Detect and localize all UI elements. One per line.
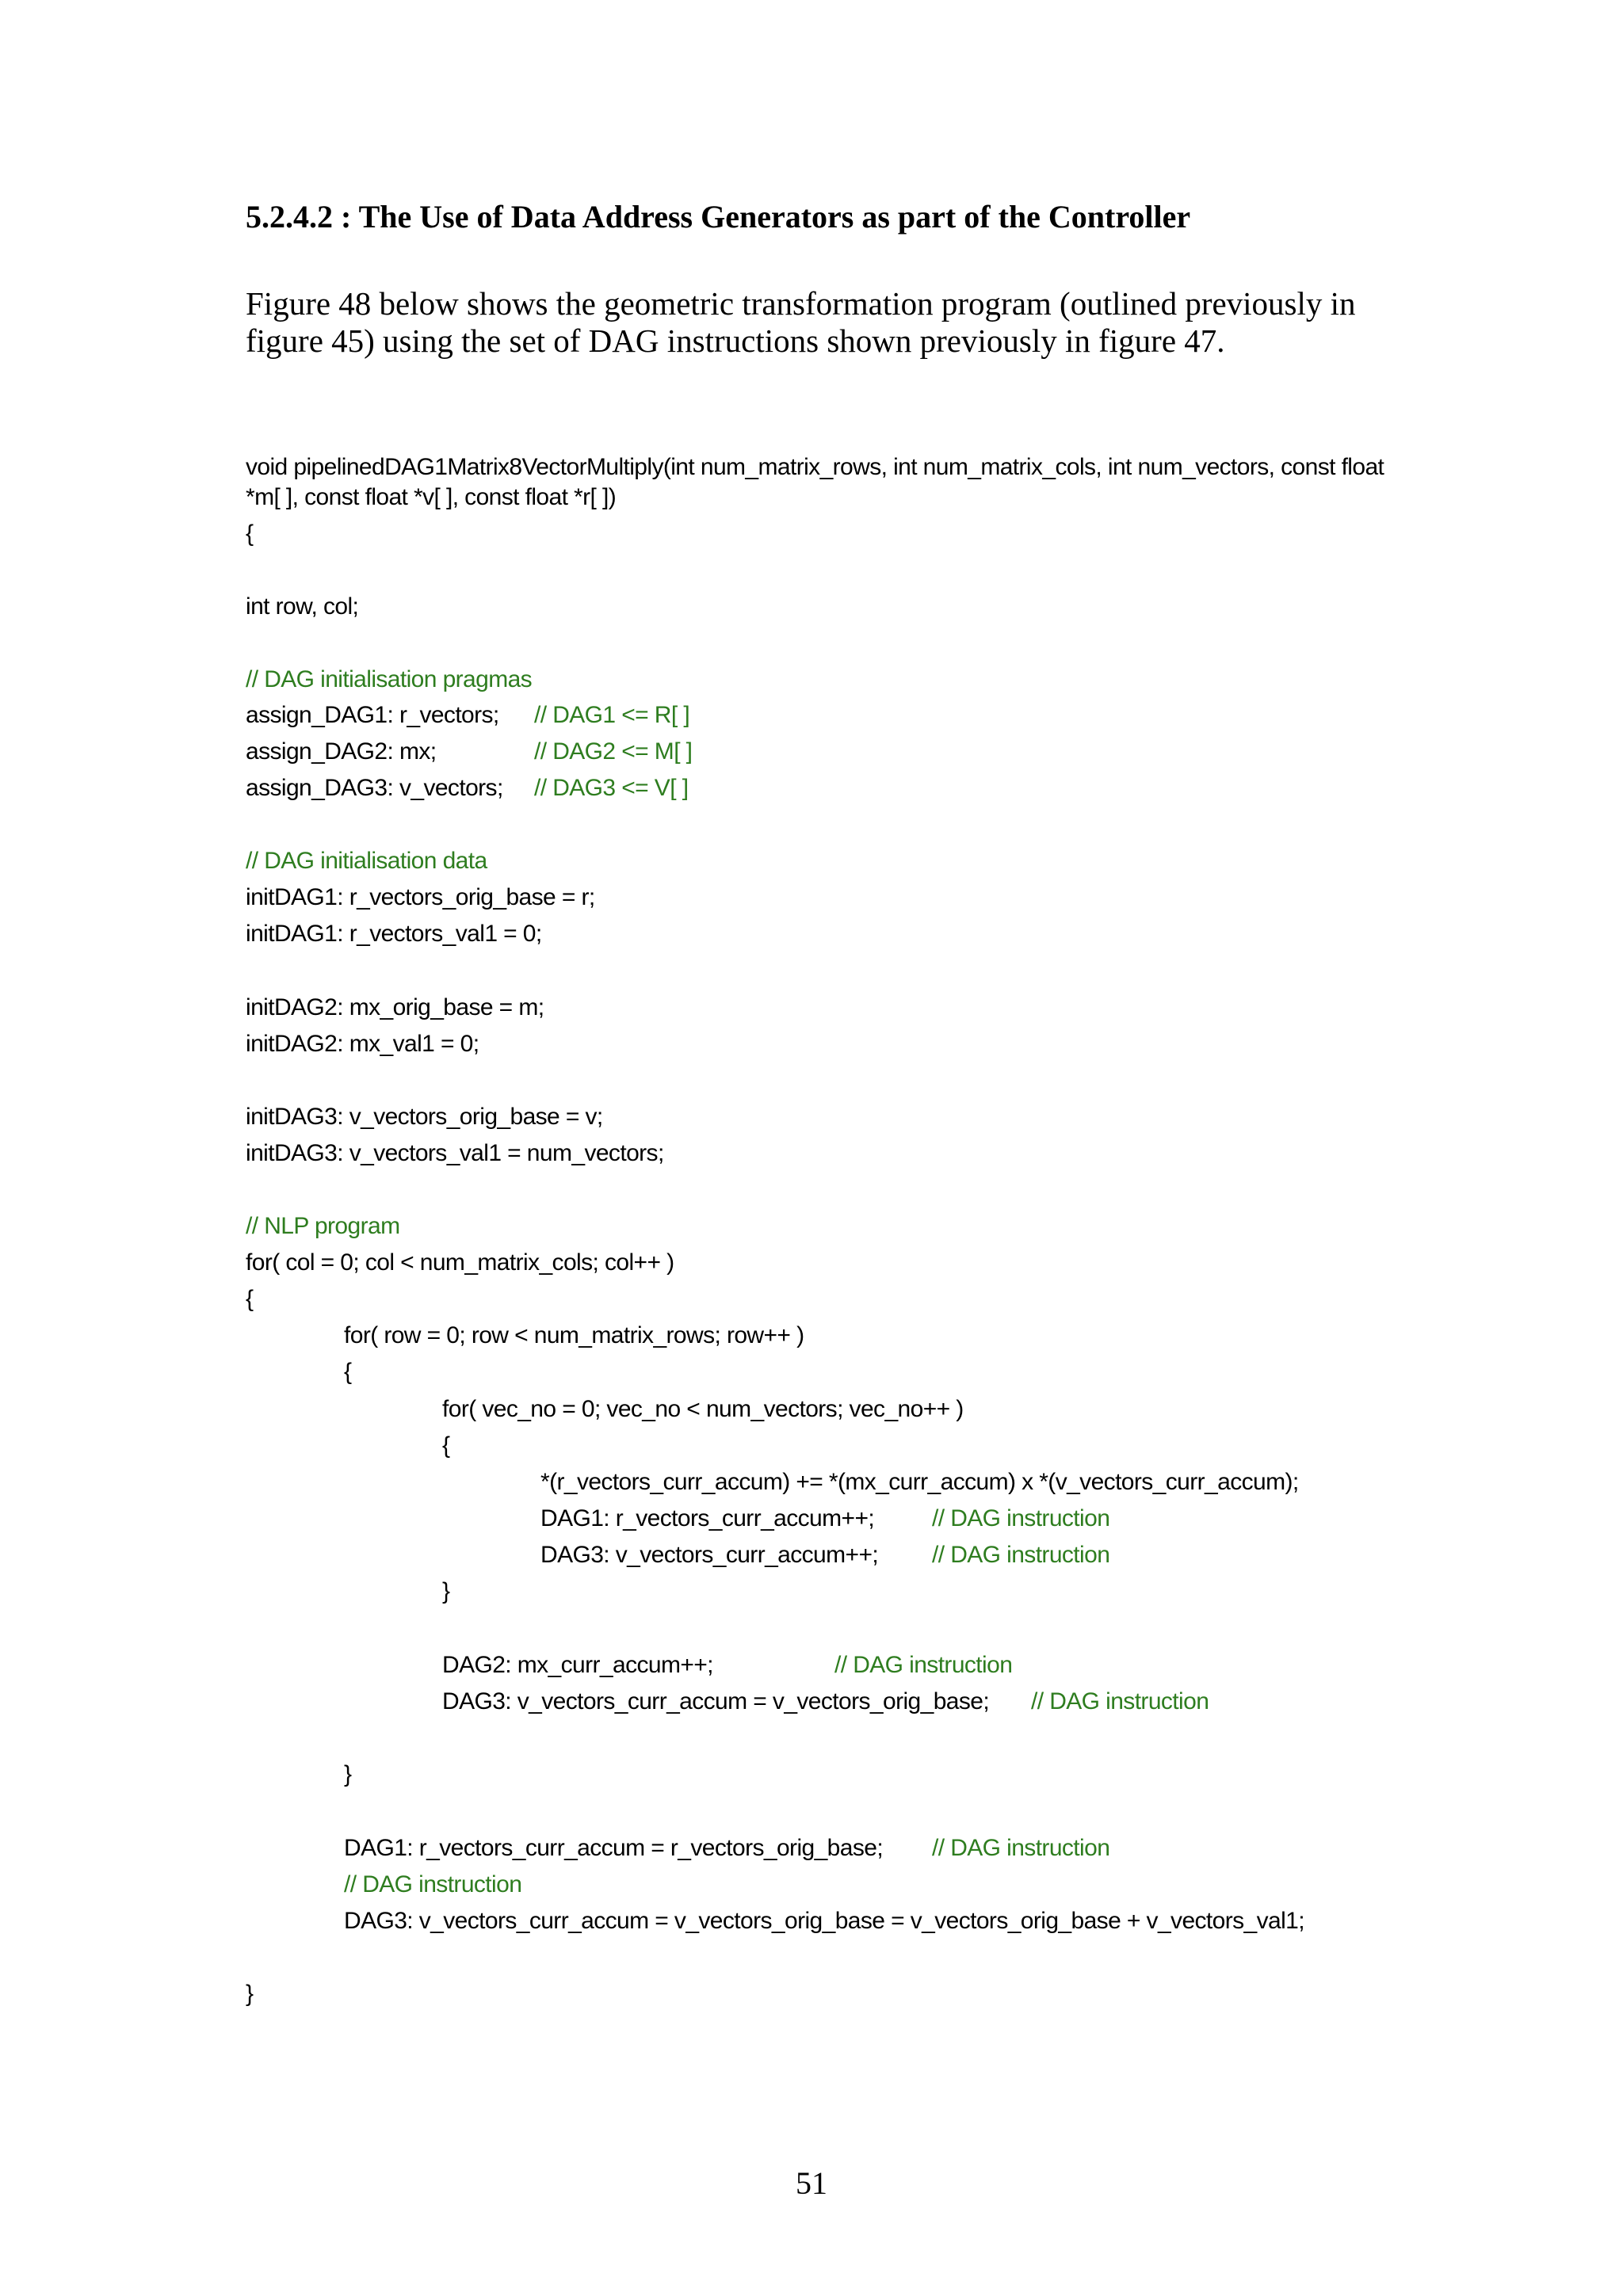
code-line: { [442,1432,450,1459]
paragraph-line: figure 45) using the set of DAG instructions shown previously in figure 47. [246,322,1225,359]
code-line: DAG3: v_vectors_curr_accum = v_vectors_orig_base = v_vectors_orig_base + v_vectors_val1; [344,1908,1304,1934]
code-line: { [246,521,254,547]
code-line: initDAG3: v_vectors_val1 = num_vectors; [246,1140,664,1166]
code-line: initDAG3: v_vectors_orig_base = v; [246,1104,603,1130]
code-comment: // DAG instruction [834,1652,1013,1678]
code-line: { [246,1286,254,1312]
code-comment: // DAG initialisation pragmas [246,666,533,692]
code-comment: // NLP program [246,1213,400,1239]
code-line: } [246,1981,254,2007]
code-line: for( vec_no = 0; vec_no < num_vectors; vec_no++ ) [442,1396,964,1422]
code-line: DAG1: r_vectors_curr_accum = r_vectors_orig_base; [344,1835,884,1861]
code-comment: // DAG instruction [1031,1688,1209,1714]
code-comment: // DAG initialisation data [246,848,487,874]
code-line: { [344,1359,352,1385]
code-line: assign_DAG3: v_vectors; [246,775,503,801]
code-line: assign_DAG1: r_vectors; [246,702,499,728]
code-line: DAG3: v_vectors_curr_accum++; [540,1542,879,1568]
page-number: 51 [796,2165,827,2201]
code-line: assign_DAG2: mx; [246,738,437,765]
code-line: DAG1: r_vectors_curr_accum++; [540,1505,875,1531]
code-line: DAG3: v_vectors_curr_accum = v_vectors_orig_base; [442,1688,990,1714]
code-line: *m[ ], const float *v[ ], const float *r[ ]) [246,484,617,510]
code-line: initDAG1: r_vectors_orig_base = r; [246,884,595,910]
code-comment: // DAG2 <= M[ ] [534,738,693,765]
code-line: for( row = 0; row < num_matrix_rows; row++ ) [344,1322,804,1348]
code-line: initDAG1: r_vectors_val1 = 0; [246,921,542,947]
intro-paragraph [246,285,1387,360]
section-heading: 5.2.4.2 : The Use of Data Address Generators as part of the Controller [246,199,1191,235]
code-line: void pipelinedDAG1Matrix8VectorMultiply(int num_matrix_rows, int num_matrix_cols, int num_vectors, const float [246,454,1384,480]
paragraph-line: Figure 48 below shows the geometric transformation program (outlined previously in [246,285,1356,322]
code-comment: // DAG instruction [932,1835,1110,1861]
code-comment: // DAG instruction [932,1542,1110,1568]
code-comment: // DAG instruction [344,1871,522,1897]
code-line: } [344,1761,352,1787]
code-line: DAG2: mx_curr_accum++; [442,1652,713,1678]
code-comment: // DAG1 <= R[ ] [534,702,690,728]
code-line: initDAG2: mx_orig_base = m; [246,994,544,1020]
code-comment: // DAG instruction [932,1505,1110,1531]
code-line: } [442,1578,450,1604]
code-line: int row, col; [246,593,359,620]
code-comment: // DAG3 <= V[ ] [534,775,689,801]
code-line: for( col = 0; col < num_matrix_cols; col++ ) [246,1249,674,1276]
code-line: *(r_vectors_curr_accum) += *(mx_curr_accum) x *(v_vectors_curr_accum); [540,1469,1299,1495]
code-line: initDAG2: mx_val1 = 0; [246,1031,479,1057]
